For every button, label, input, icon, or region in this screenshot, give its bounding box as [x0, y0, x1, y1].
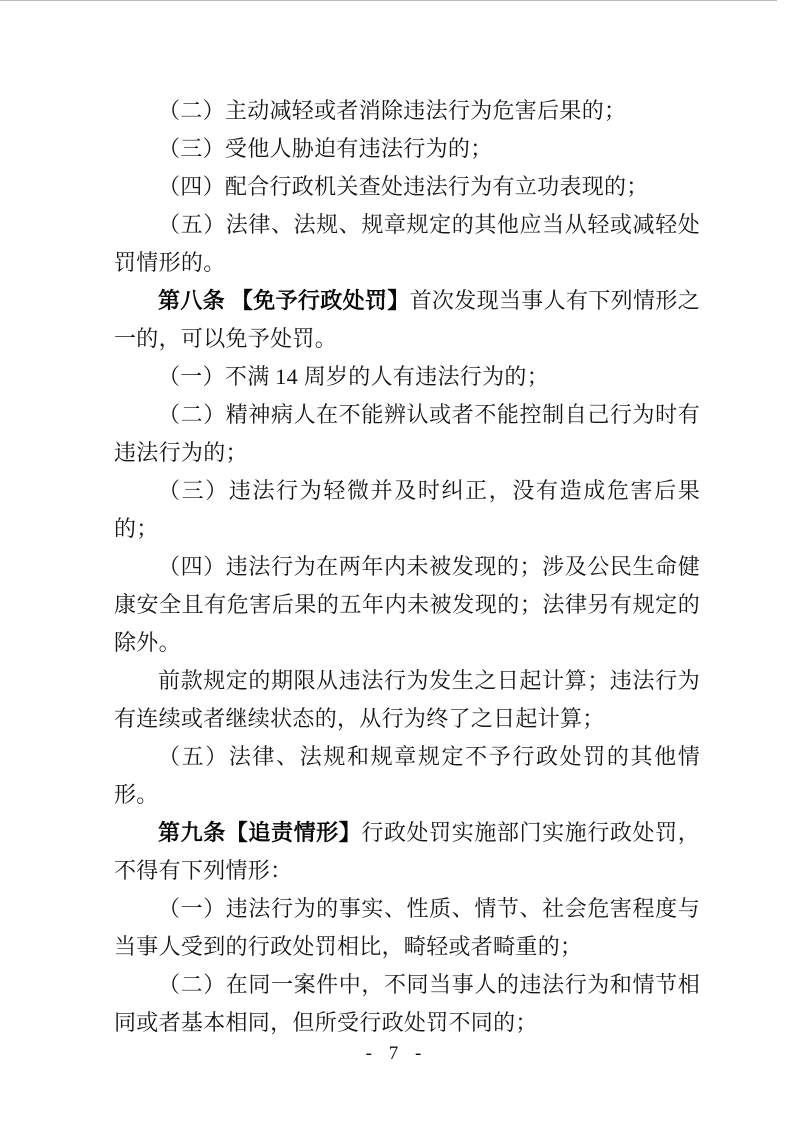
paragraph-article-9	[114, 814, 700, 890]
paragraph: （四）违法行为在两年内未被发现的；涉及公民生命健康安全且有危害后果的五年内未被发现的；法律另有规定的除外。	[114, 554, 700, 655]
article-9-body: 行政处罚实施部门实施行政处罚，不得有下列情形：	[114, 820, 700, 883]
paragraph-article-8	[114, 282, 700, 358]
article-9-heading: 第九条【追责情形】	[158, 820, 362, 845]
page-number: - 7 -	[365, 1043, 428, 1064]
paragraph: （一）不满 14 周岁的人有违法行为的；	[158, 364, 550, 389]
paragraph: （五）法律、法规和规章规定不予行政处罚的其他情形。	[114, 744, 700, 807]
article-8-body: 首次发现当事人有下列情形之一的，可以免予处罚。	[114, 288, 700, 351]
page-top-edge	[0, 0, 777, 1]
article-8-heading: 第八条 【免予行政处罚】	[158, 288, 410, 313]
paragraph: （三）违法行为轻微并及时纠正，没有造成危害后果的；	[114, 478, 700, 541]
document-text-block	[114, 92, 700, 1042]
paragraph: （二）在同一案件中，不同当事人的违法行为和情节相同或者基本相同，但所受行政处罚不同的；	[114, 972, 700, 1035]
paragraph: （一）违法行为的事实、性质、情节、社会危害程度与当事人受到的行政处罚相比，畸轻或者畸重的；	[114, 896, 700, 959]
paragraph: 前款规定的期限从违法行为发生之日起计算；违法行为有连续或者继续状态的，从行为终了之日起计算；	[114, 668, 700, 731]
paragraph: （三）受他人胁迫有违法行为的；	[158, 136, 493, 161]
paragraph: （四）配合行政机关查处违法行为有立功表现的；	[158, 174, 649, 199]
paragraph: （二）精神病人在不能辨认或者不能控制自己行为时有违法行为的；	[114, 402, 700, 465]
paragraph: （五）法律、法规、规章规定的其他应当从轻或减轻处罚情形的。	[114, 212, 700, 275]
paragraph: （二）主动减轻或者消除违法行为危害后果的；	[158, 98, 627, 123]
